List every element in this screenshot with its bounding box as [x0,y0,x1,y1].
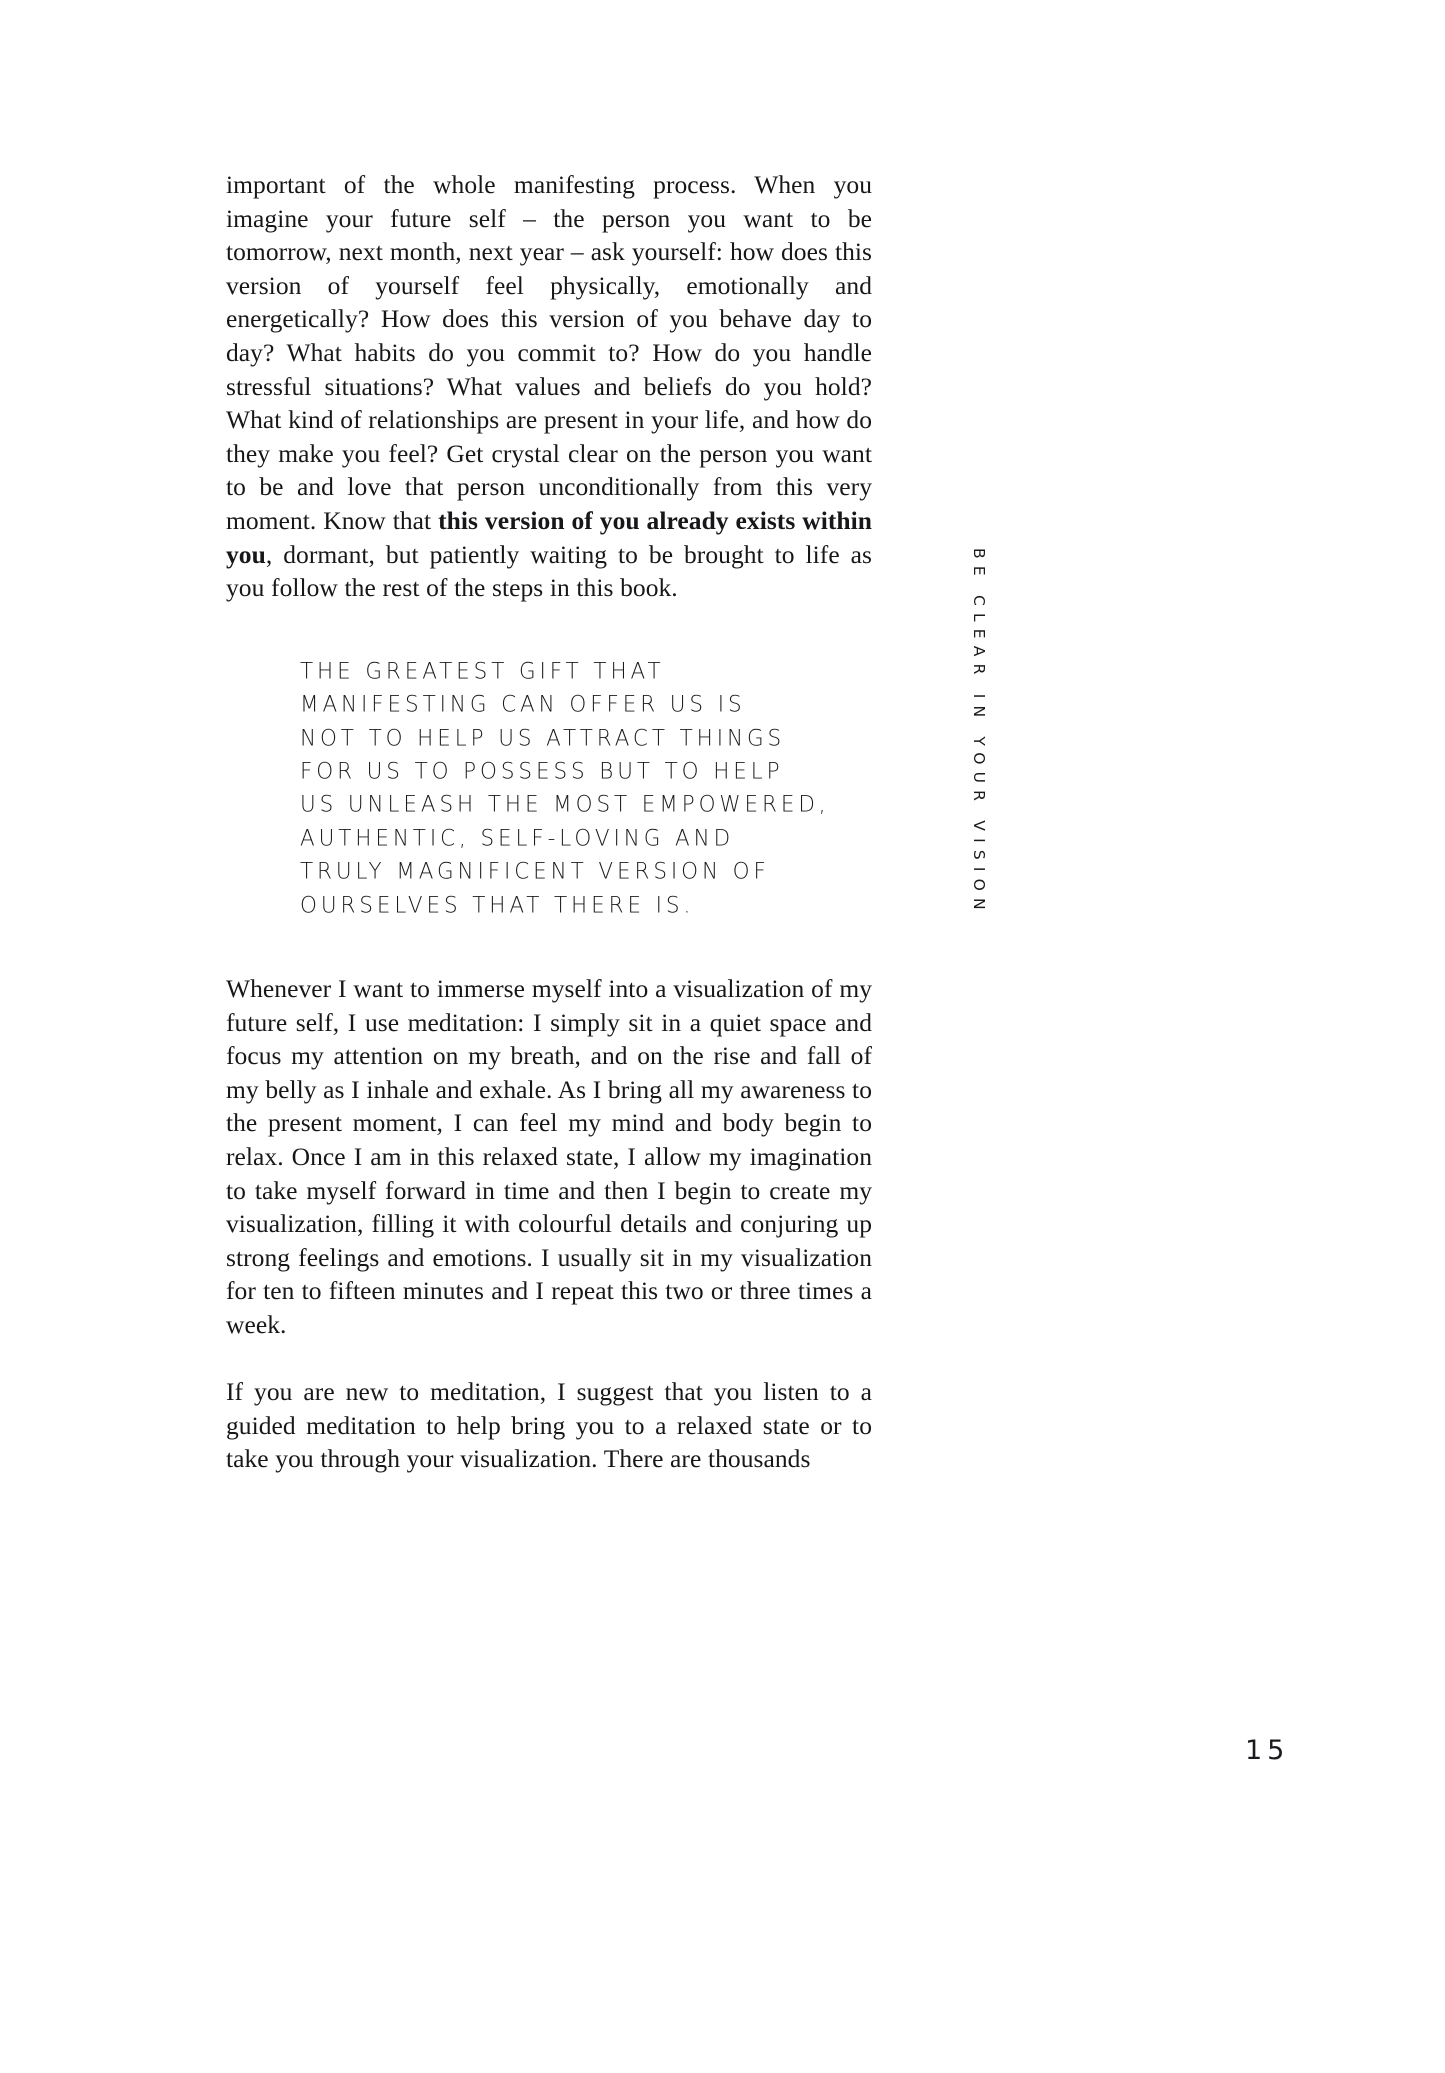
pull-quote-line: MANIFESTING CAN OFFER US IS [300,691,746,718]
pull-quote-line: AUTHENTIC, SELF-LOVING AND [300,825,735,852]
body-paragraph-2: Whenever I want to immerse myself into a visualization of my future self, I use meditation: I simply sit in a quiet space and focus my attention on my breath, and on the rise and fall of my belly as I inhale and exhale. As I bring all my awareness to the present moment, I can feel my mind and body begin to relax. Once I am in this relaxed state, I allow my imagination to take myself forward in time and then I begin to create my visualization, filling it with colourful details and conjuring up strong feelings and emotions. I usually sit in my visualization for ten to fifteen minutes and I repeat this two or three times a week. [226,973,872,1339]
paragraph-1-emphasis-text: this version of you already exists within you [226,505,872,569]
pull-quote-line: TRULY MAGNIFICENT VERSION OF [300,858,770,885]
running-head-label: BE CLEAR IN YOUR VISION [970,548,988,917]
pull-quote-line: THE GREATEST GIFT THAT [300,658,665,685]
body-paragraph-3: If you are new to meditation, I suggest that you listen to a guided meditation to help bring you to a relaxed state or to take you through your visualization. There are thousands [226,1377,872,1474]
pull-quote-line: NOT TO HELP US ATTRACT THINGS [300,725,786,752]
pull-quote-line: OURSELVES THAT THERE IS. [300,892,695,919]
running-head [964,548,998,988]
page-number: 15 [1245,1735,1290,1766]
text-column [226,168,872,1476]
paragraph-1-tail-text: , dormant, but patiently waiting to be brought to life as you follow the rest of the steps in this book. [226,539,872,603]
pull-quote-line: FOR US TO POSSESS BUT TO HELP [300,758,784,785]
pull-quote-line: US UNLEASH THE MOST EMPOWERED, [300,791,830,818]
paragraph-1-lead-text: important of the whole manifesting process. When you imagine your future self – the person you want to be tomorrow, next month, next year – ask yourself: how does this version of yourself feel physically, emotionally and energetically? How does this version of you behave day to day? What habits do you commit to? How do you handle stressful situations? What values and beliefs do you hold? What kind of relationships are present in your life, and how do they make you feel? Get crystal clear on the person you want to be and love that person unconditionally from this very moment. Know that [226,170,872,535]
body-paragraph-1 [226,168,872,605]
pull-quote [226,655,872,922]
